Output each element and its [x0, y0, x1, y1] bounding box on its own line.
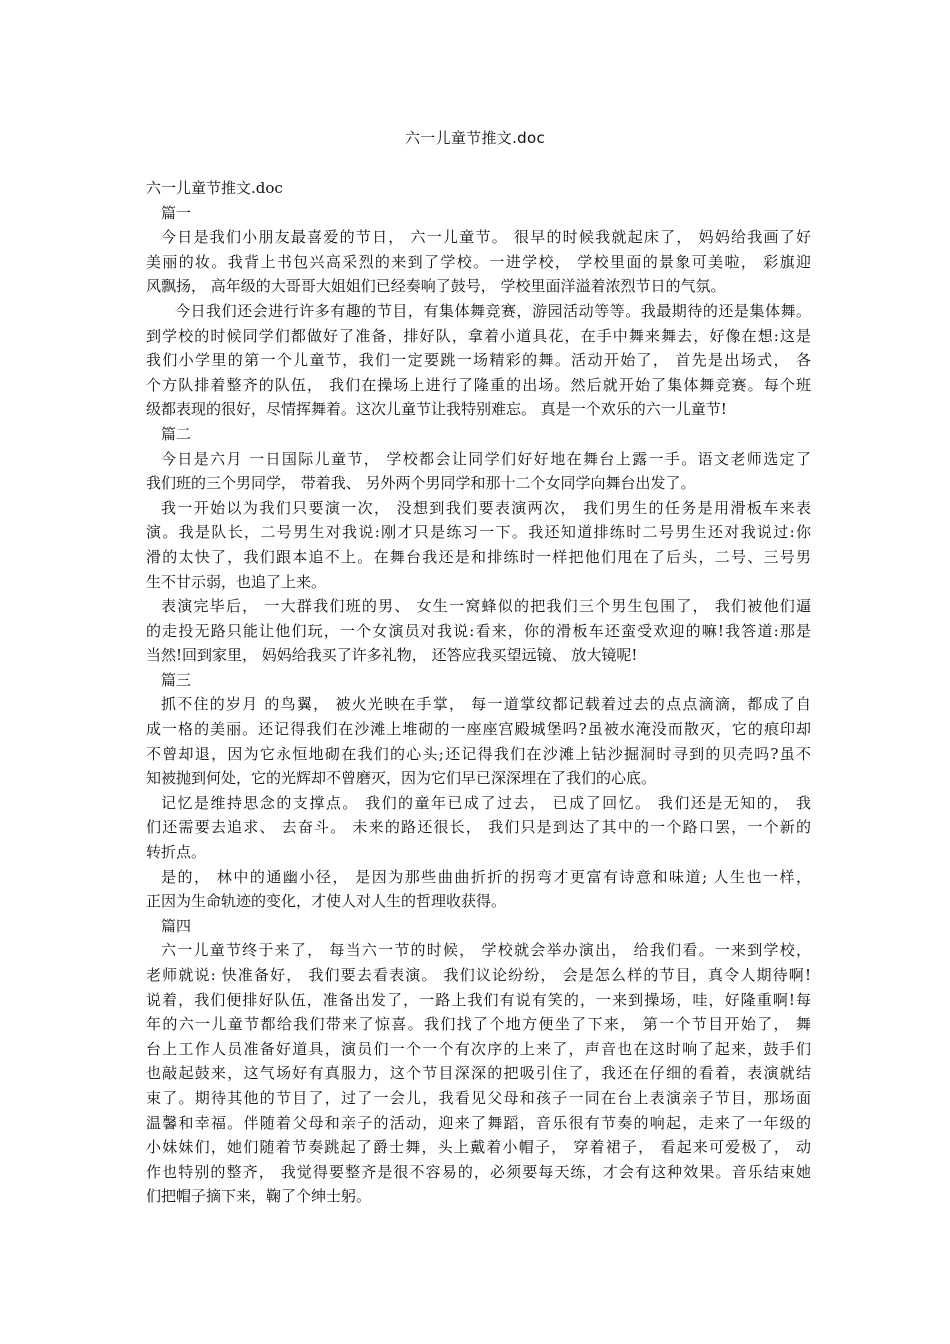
- text-line: 滑的太快了，我们跟本追不上。在舞台我还是和排练时一样把他们甩在了后头，二号、三号男: [146, 547, 811, 566]
- text-line: 个方队排着整齐的队伍， 我们在操场上进行了隆重的出场。然后就开始了集体舞竞赛。每个班: [146, 375, 811, 394]
- text-line: 老师就说: 快准备好， 我们要去看表演。 我们议论纷纷， 会是怎么样的节目，真令人期待啊!: [146, 966, 811, 984]
- text-line: 今日我们还会进行许多有趣的节目，有集体舞竞赛，游园活动等等。我最期待的还是集体舞。: [175, 301, 811, 320]
- text-line: 我一开始以为我们只要演一次， 没想到我们要表演两次， 我们男生的任务是用滑板车来表: [161, 498, 811, 517]
- text-line: 当然!回到家里， 妈妈给我买了许多礼物， 还答应我买望远镜、 放大镜呢!: [146, 646, 638, 665]
- text-line: 们把帽子摘下来，鞠了个绅士躬。: [146, 1187, 372, 1206]
- text-line: 转折点。: [146, 843, 207, 862]
- section-heading: 篇二: [161, 424, 192, 443]
- text-line: 抓不住的岁月 的鸟翼， 被火光映在手掌， 每一道掌纹都记载着过去的点点滴滴，都成了自: [161, 695, 811, 714]
- text-line: 不曾却退，因为它永恒地砌在我们的心头;还记得我们在沙滩上钻沙掘洞时寻到的贝壳吗?虽不: [146, 744, 811, 763]
- text-line: 的走投无路只能让他们玩，一个女演员对我说:看来，你的滑板车还蛮受欢迎的嘛!我答道:那是: [146, 621, 811, 640]
- text-line: 知被抛到何处，它的光辉却不曾磨灭，因为它们早已深深埋在了我们的心底。: [146, 769, 657, 788]
- document-subtitle: 六一儿童节推文.doc: [146, 179, 283, 197]
- text-line: 说着，我们便排好队伍，准备出发了，一路上我们有说有笑的，一来到操场，哇，好隆重啊!每: [146, 990, 811, 1009]
- text-line: 记忆是维持思念的支撑点。 我们的童年已成了过去， 已成了回忆。 我们还是无知的， 我: [161, 793, 811, 812]
- text-line: 今日是我们小朋友最喜爱的节日， 六一儿童节。 很早的时候我就起床了， 妈妈给我画了好: [161, 228, 811, 247]
- text-line: 美丽的妆。我背上书包兴高采烈的来到了学校。一进学校， 学校里面的景象可美啦， 彩旗迎: [146, 252, 811, 271]
- text-line: 束了。期待其他的节目了，过了一会儿，我看见父母和孩子一同在台上表演亲子节目，那场面: [146, 1088, 811, 1107]
- text-line: 也敲起鼓来，这气场好有真服力，这个节目深深的把吸引住了，我还在仔细的看着，表演就结: [146, 1064, 811, 1083]
- text-line: 我们小学里的第一个儿童节，我们一定要跳一场精彩的舞。活动开始了， 首先是出场式， 各: [146, 351, 811, 370]
- text-line: 正因为生命轨迹的变化，才使人对人生的哲理收获得。: [146, 892, 507, 911]
- text-line: 风飘扬， 高年级的大哥哥大姐姐们已经奏响了鼓号， 学校里面洋溢着浓烈节日的气氛。: [146, 277, 726, 296]
- section-heading: 篇四: [161, 916, 192, 935]
- text-line: 年的六一儿童节都给我们带来了惊喜。我们找了个地方便坐了下来， 第一个节目开始了， 舞: [146, 1015, 811, 1034]
- section-heading: 篇一: [161, 203, 192, 222]
- text-line: 我们班的三个男同学， 带着我、 另外两个男同学和那十二个女同学向舞台出发了。: [146, 474, 696, 493]
- text-line: 是的， 林中的通幽小径， 是因为那些曲曲折折的拐弯才更富有诗意和味道; 人生也一样，: [161, 867, 811, 886]
- document-body: [146, 176, 811, 1209]
- text-line: 演。我是队长，二号男生对我说:刚才只是练习一下。我还知道排练时二号男生还对我说过:你: [146, 523, 811, 542]
- text-line: 表演完毕后， 一大群我们班的男、 女生一窝蜂似的把我们三个男生包围了， 我们被他们逼: [161, 597, 811, 616]
- text-line: 温馨和幸福。伴随着父母和亲子的活动，迎来了舞蹈，音乐很有节奏的响起，走来了一年级的: [146, 1113, 811, 1132]
- text-line: 到学校的时候同学们都做好了准备，排好队，拿着小道具花，在手中舞来舞去，好像在想:这是: [146, 326, 811, 345]
- text-line: 成一格的美丽。还记得我们在沙滩上堆砌的一座座宫殿城堡吗?虽被水淹没而散灭，它的痕印却: [146, 720, 811, 739]
- text-line: 今日是六月 一日国际儿童节， 学校都会让同学们好好地在舞台上露一手。语文老师选定了: [161, 449, 811, 468]
- page-title: 六一儿童节推文.doc: [404, 129, 545, 147]
- text-line: 级都表现的很好，尽情挥舞着。这次儿童节让我特别难忘。 真是一个欢乐的六一儿童节!: [146, 400, 727, 419]
- text-line: 台上工作人员准备好道具，演员们一个一个有次序的上来了，声音也在这时响了起来，鼓手们: [146, 1039, 811, 1058]
- text-line: 生不甘示弱，也追了上来。: [146, 572, 327, 591]
- text-line: 小妹妹们，她们随着节奏跳起了爵士舞，头上戴着小帽子， 穿着裙子， 看起来可爱极了， 动: [146, 1138, 811, 1157]
- text-line: 们还需要去追求、 去奋斗。 未来的路还很长， 我们只是到达了其中的一个路口罢，一个新的: [146, 818, 811, 837]
- text-line: 作也特别的整齐， 我觉得要整齐是很不容易的，必须要每天练，才会有这种效果。音乐结束她: [146, 1162, 811, 1181]
- section-heading: 篇三: [161, 670, 192, 689]
- text-line: 六一儿童节终于来了， 每当六一节的时候， 学校就会举办演出， 给我们看。一来到学校，: [161, 941, 811, 960]
